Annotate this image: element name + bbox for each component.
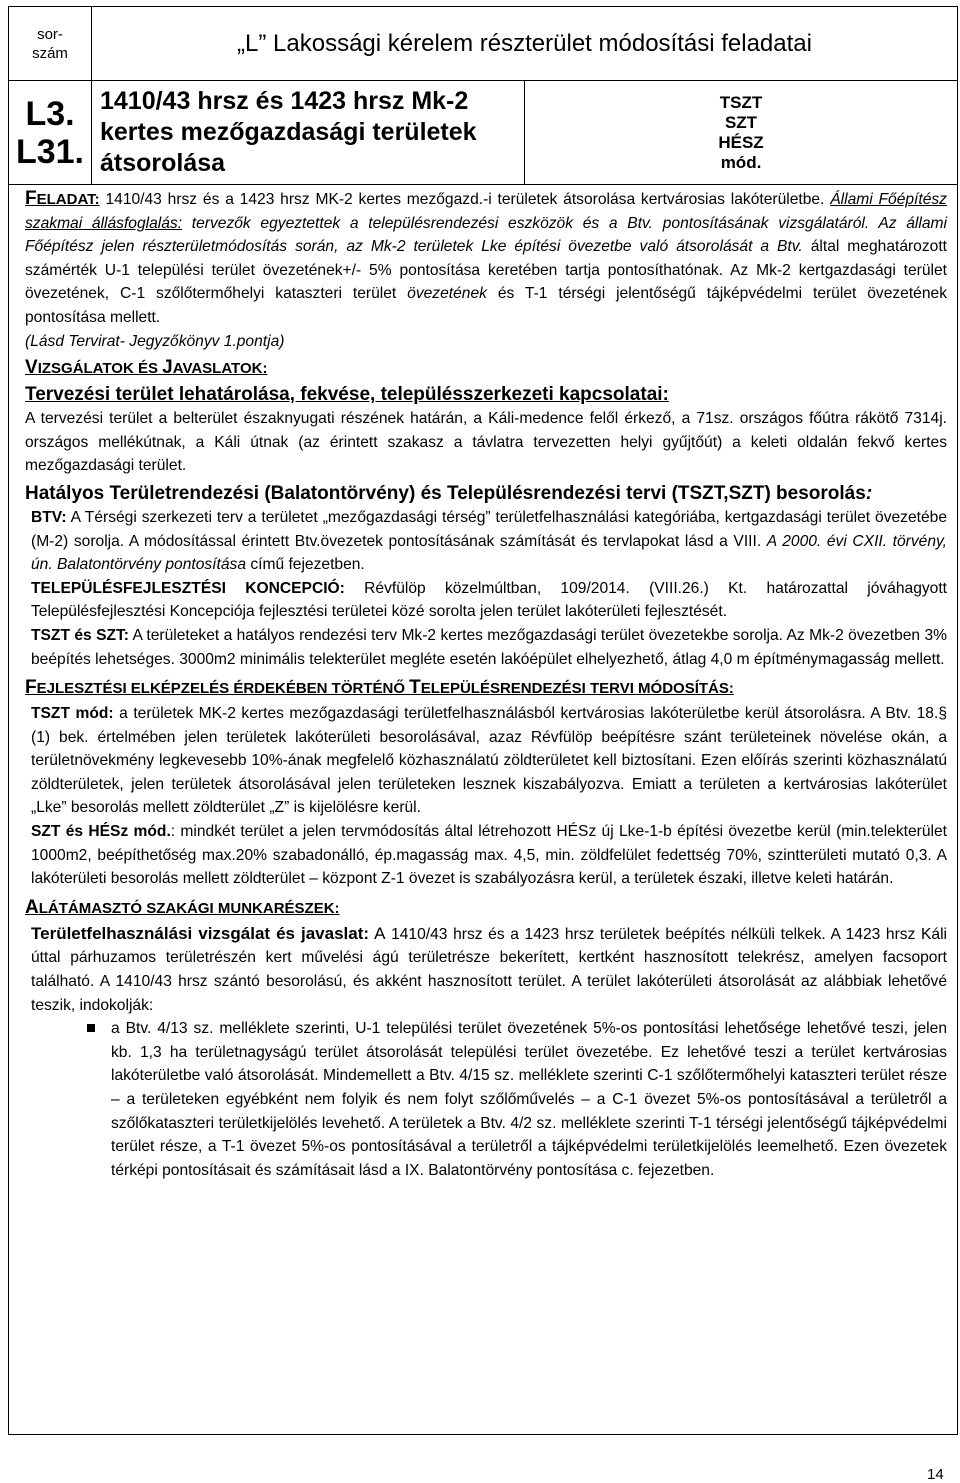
- btv-paragraph: BTV: A Térségi szerkezeti terv a területet „mezőgazdasági térség” területfelhasználási kategóriába, kertgazdasági terület övezetébe (M-2) sorolja. A módosítással érintett Btv.övezetek pontosításának számítását és tervlapokat lásd a VIII. A 2000. évi CXII. törvény, ún. Balatontörvény pontosítása című fejezetben.: [31, 508, 947, 574]
- item-title: 1410/43 hrsz és 1423 hrsz Mk-2 kertes mezőgazdasági területek átsorolása: [92, 81, 525, 185]
- allami-text-2: által meghatározott számérték U-1 települési terület övezetének+/- 5% pontosítása keretében tartja pontosíthatónak.: [25, 238, 947, 279]
- content-box: [8, 185, 958, 1435]
- tszt-szt-paragraph: TSZT és SZT: A területeket a hatályos rendezési terv Mk-2 kertes mezőgazdasági terület övezetekbe sorolja. Az Mk-2 övezetben 3% beépítés lehetséges. 3000m2 minimális telekterület megléte esetén lakóépület elhelyezhető, átlag 4,0 m építménymagasság mellett.: [31, 626, 947, 668]
- btv-reference: A 2000. évi CXII. törvény, ún. Balatontörvény pontosítása: [31, 532, 947, 574]
- feladat-label-initial: F: [25, 188, 37, 209]
- teruletfelhasznalasi-paragraph: Területfelhasználási vizsgálat és javaslat: A 1410/43 hrsz és a 1423 hrsz területek beépítés nélküli telkek. A 1423 hrsz Káli úttal párhuzamos területrészén kert művelési ágú területrésze bekerített, kertként hasznosított telekrész, amelyen facsoport található. A 1410/43 hrsz szántó besorolású, és akként hasznosított terület. A terület lakóterületi átsorolását az alábbiak lehetővé teszik, indokolják:: [31, 923, 948, 1014]
- feladat-paragraph: [25, 187, 947, 353]
- header-table: [8, 6, 958, 185]
- feladat-text: 1410/43 hrsz és a 1423 hrsz MK-2 kertes mezőgazd.-i területek átsorolása kertvárosias lakóterületbe.: [99, 191, 825, 208]
- main-title: „L” Lakossági kérelem részterület módosítási feladatai: [92, 7, 958, 81]
- allami-text-4: és T-1 térségi jelentőségű tájképvédelmi terület övezetének pontosítása mellett.: [25, 285, 947, 326]
- allami-label: Állami Főépítész szakmai állásfoglalás:: [25, 191, 947, 232]
- tszt-mod-label: TSZT mód:: [31, 705, 114, 723]
- koncepcio-paragraph: TELEPÜLÉSFEJLESZTÉSI KONCEPCIÓ: Révfülöp közelmúltban, 109/2014. (VIII.26.) Kt. határozattal jóváhagyott Településfejlesztési Koncepciója fejlesztési területei közé sorolta jelen terület lakóterületi fejlesztését.: [31, 579, 947, 621]
- alatamaszto-heading: ALÁTÁMASZTÓ SZAKÁGI MUNKARÉSZEK:: [25, 896, 340, 918]
- feladat-label: ELADAT:: [36, 191, 100, 208]
- vizsgalatok-subheading: Tervezési terület lehatárolása, fekvése, településszerkezeti kapcsolatai:: [25, 384, 669, 406]
- btv-label: BTV:: [31, 508, 67, 526]
- allami-text: tervezők egyeztettek a településrendezési eszközök és a Btv. pontosításának vizsgálatáról. Az állami Főépítész jelen részterületmódosítás során, az Mk-2 területek Lke építési övezetbe való átsorolását a Btv.: [25, 214, 947, 256]
- tszt-mod-paragraph: TSZT mód: a területek MK-2 kertes mezőgazdasági területfelhasználásból kertvárosias lakóterületbe kerül átsorolásra. A Btv. 18.§ (1) bek. értelmében jelen területek lakóterületi besorolásával, azaz Révfülöp beépítésre szánt területeinek növelése okán, a területnövekmény legkevesebb 10%-ának megfelelő közhasználatú zöldterületet kell biztosítani. Ezen előírás szerinti közhasználatú zöldterületek, jelen területek átsorolásával jelen területeken lesznek kiszabályozva. Emiatt a területen a kertvárosias lakóterület „Lke” besorolás mellett zöldterület „Z” is kijelölésre kerül.: [31, 705, 947, 817]
- vizsgalatok-heading: VIZSGÁLATOK ÉS JAVASLATOK:: [25, 357, 268, 379]
- bullet-icon: [87, 1024, 95, 1032]
- hatalyos-heading: Hatályos Területrendezési (Balatontörvény) és Településrendezési tervi (TSZT,SZT) besorolás:: [25, 482, 873, 504]
- document-page: [8, 6, 958, 1435]
- bullet-text: a Btv. 4/13 sz. melléklete szerinti, U-1 települési terület övezetének 5%-os pontosítási lehetősége lehetővé teszi, jelen kb. 1,3 ha területnagyságú terület átsorolását települési terület övezetébe. Ez lehetővé teszi a terület kertvárosias lakóterületbe való átsorolását. Mindemellett a Btv. 4/15 sz. melléklete szerinti C-1 szőlőtermőhelyi kataszteri terület része – a területeken egyébként nem folyik és nem folyt szőlőművelés – a C-1 övezet 5%-os pontosításával a területről a szőlőkataszteri területkijelölés levehető. A területek a Btv. 4/2 sz. melléklete szerinti T-1 térségi jelentőségű tájképvédelmi terület része, a T-1 övezet 5%-os pontosításával a területről a tájképvédelmi területkijelölés leemelhető. Ezen övezetek térképi pontosításait és számításait lásd a IX. Balatontörvény pontosítása c. fejezetben.: [111, 1020, 947, 1179]
- allami-text-italic: övezetének: [407, 285, 487, 303]
- sorszam-label: sor- szám: [9, 7, 92, 81]
- fejlesztesi-heading: FEJLESZTÉSI ELKÉPZELÉS ÉRDEKÉBEN TÖRTÉNŐ TELEPÜLÉSRENDEZÉSI TERVI MÓDOSÍTÁS:: [25, 677, 734, 699]
- teruletfelhasznalasi-label: Területfelhasználási vizsgálat és javaslat:: [31, 923, 370, 943]
- page-number: 14: [927, 1466, 944, 1483]
- szt-hesz-label: SZT és HÉSz mód.: [31, 823, 171, 841]
- list-item: [31, 1017, 947, 1182]
- allami-text-3: Az Mk-2 kertgazdasági terület övezetének, C-1 szőlőtermőhelyi kataszteri terület: [25, 261, 948, 303]
- tszt-szt-label: TSZT és SZT:: [31, 626, 129, 644]
- item-code: L3. L31.: [9, 81, 92, 185]
- vizsgalatok-text: A tervezési terület a belterület északnyugati részének határán, a Káli-medence felől érkező, a 71sz. országos főútra rákötő 7314j. országos mellékútnak, a Káli útnak (az érintett szakasz a távlatra tervezetten helyi gyűjtőút) a keleti oldalán fekvő kertes mezőgazdasági terület.: [25, 410, 947, 475]
- koncepcio-label: TELEPÜLÉSFEJLESZTÉSI KONCEPCIÓ:: [31, 579, 345, 597]
- item-tags: TSZT SZT HÉSZ mód.: [525, 81, 958, 185]
- szt-hesz-paragraph: SZT és HÉSz mód.: mindkét terület a jelen tervmódosítás által létrehozott HÉSz új Lke-1-b építési övezetbe kerül (min.telekterület 1000m2, beépíthetőség max.20% szabadonálló, ép.magasság max. 4,5, min. zöldfelület fedettség 70%, szintterületi mutató 0,3. A lakóterületi besorolás mellett zöldterület – központ Z-1 övezet is szabályozásra kerül, a területek északi, illetve keleti határán.: [31, 823, 948, 888]
- jegyzokonyv-reference: (Lásd Tervirat- Jegyzőkönyv 1.pontja): [25, 332, 285, 350]
